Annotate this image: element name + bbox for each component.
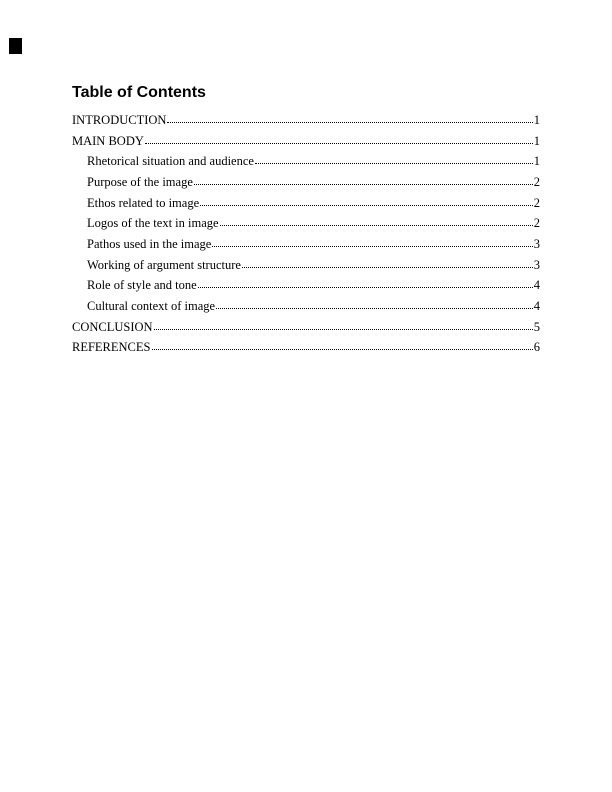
dot-leader [152, 349, 533, 350]
dot-leader [167, 122, 532, 123]
toc-heading: Table of Contents [72, 84, 206, 101]
toc-entry-page: 2 [533, 174, 540, 189]
dot-leader [220, 225, 533, 226]
toc-entry-label: Role of style and tone [87, 278, 197, 293]
toc-entry[interactable] [72, 213, 540, 234]
toc-entry[interactable] [72, 317, 540, 338]
dot-leader [212, 246, 532, 247]
toc-entry[interactable] [72, 275, 540, 296]
toc-entry[interactable] [72, 151, 540, 172]
toc-entry-label: Purpose of the image [87, 174, 193, 189]
toc-entry-page: 2 [533, 216, 540, 231]
toc-entry-page: 6 [533, 340, 540, 355]
toc-entry-page: 1 [533, 113, 540, 127]
dot-leader [255, 163, 533, 164]
toc-entry-label: CONCLUSION [72, 319, 153, 334]
dot-leader [194, 184, 533, 185]
toc-entry[interactable] [72, 337, 540, 358]
toc-entry-label: Logos of the text in image [87, 216, 219, 231]
dot-leader [200, 205, 533, 206]
toc-entry-label: Working of argument structure [87, 257, 241, 272]
toc-entry[interactable] [72, 193, 540, 214]
toc-entry-label: Rhetorical situation and audience [87, 154, 254, 169]
dot-leader [198, 287, 533, 288]
dot-leader [242, 267, 533, 268]
toc-entry-page: 2 [533, 195, 540, 210]
toc-entry[interactable] [72, 131, 540, 152]
toc-entry[interactable] [72, 234, 540, 255]
toc-entry[interactable] [72, 110, 540, 131]
toc-entry-label: Pathos used in the image [87, 236, 212, 251]
toc-entry-label: Cultural context of image [87, 298, 216, 313]
toc-entry-page: 3 [533, 236, 540, 251]
toc-entry-label: Ethos related to image [87, 195, 200, 210]
toc-entry-page: 4 [533, 278, 540, 293]
dot-leader [216, 308, 533, 309]
toc-entry-page: 5 [533, 319, 540, 334]
toc-entry-page: 1 [533, 154, 540, 169]
toc-entry[interactable] [72, 255, 540, 276]
toc-entry-label: MAIN BODY [72, 133, 144, 148]
toc-entry-label: REFERENCES [72, 340, 151, 355]
toc-entry[interactable] [72, 172, 540, 193]
dot-leader [154, 329, 533, 330]
black-mark-artifact [9, 38, 22, 54]
toc-entry-page: 4 [533, 298, 540, 313]
toc-entry-label: INTRODUCTION [72, 113, 167, 127]
dot-leader [145, 143, 533, 144]
toc-entry-page: 3 [533, 257, 540, 272]
toc-entry[interactable] [72, 296, 540, 317]
toc-entry-page: 1 [533, 133, 540, 148]
toc-list [72, 110, 540, 358]
